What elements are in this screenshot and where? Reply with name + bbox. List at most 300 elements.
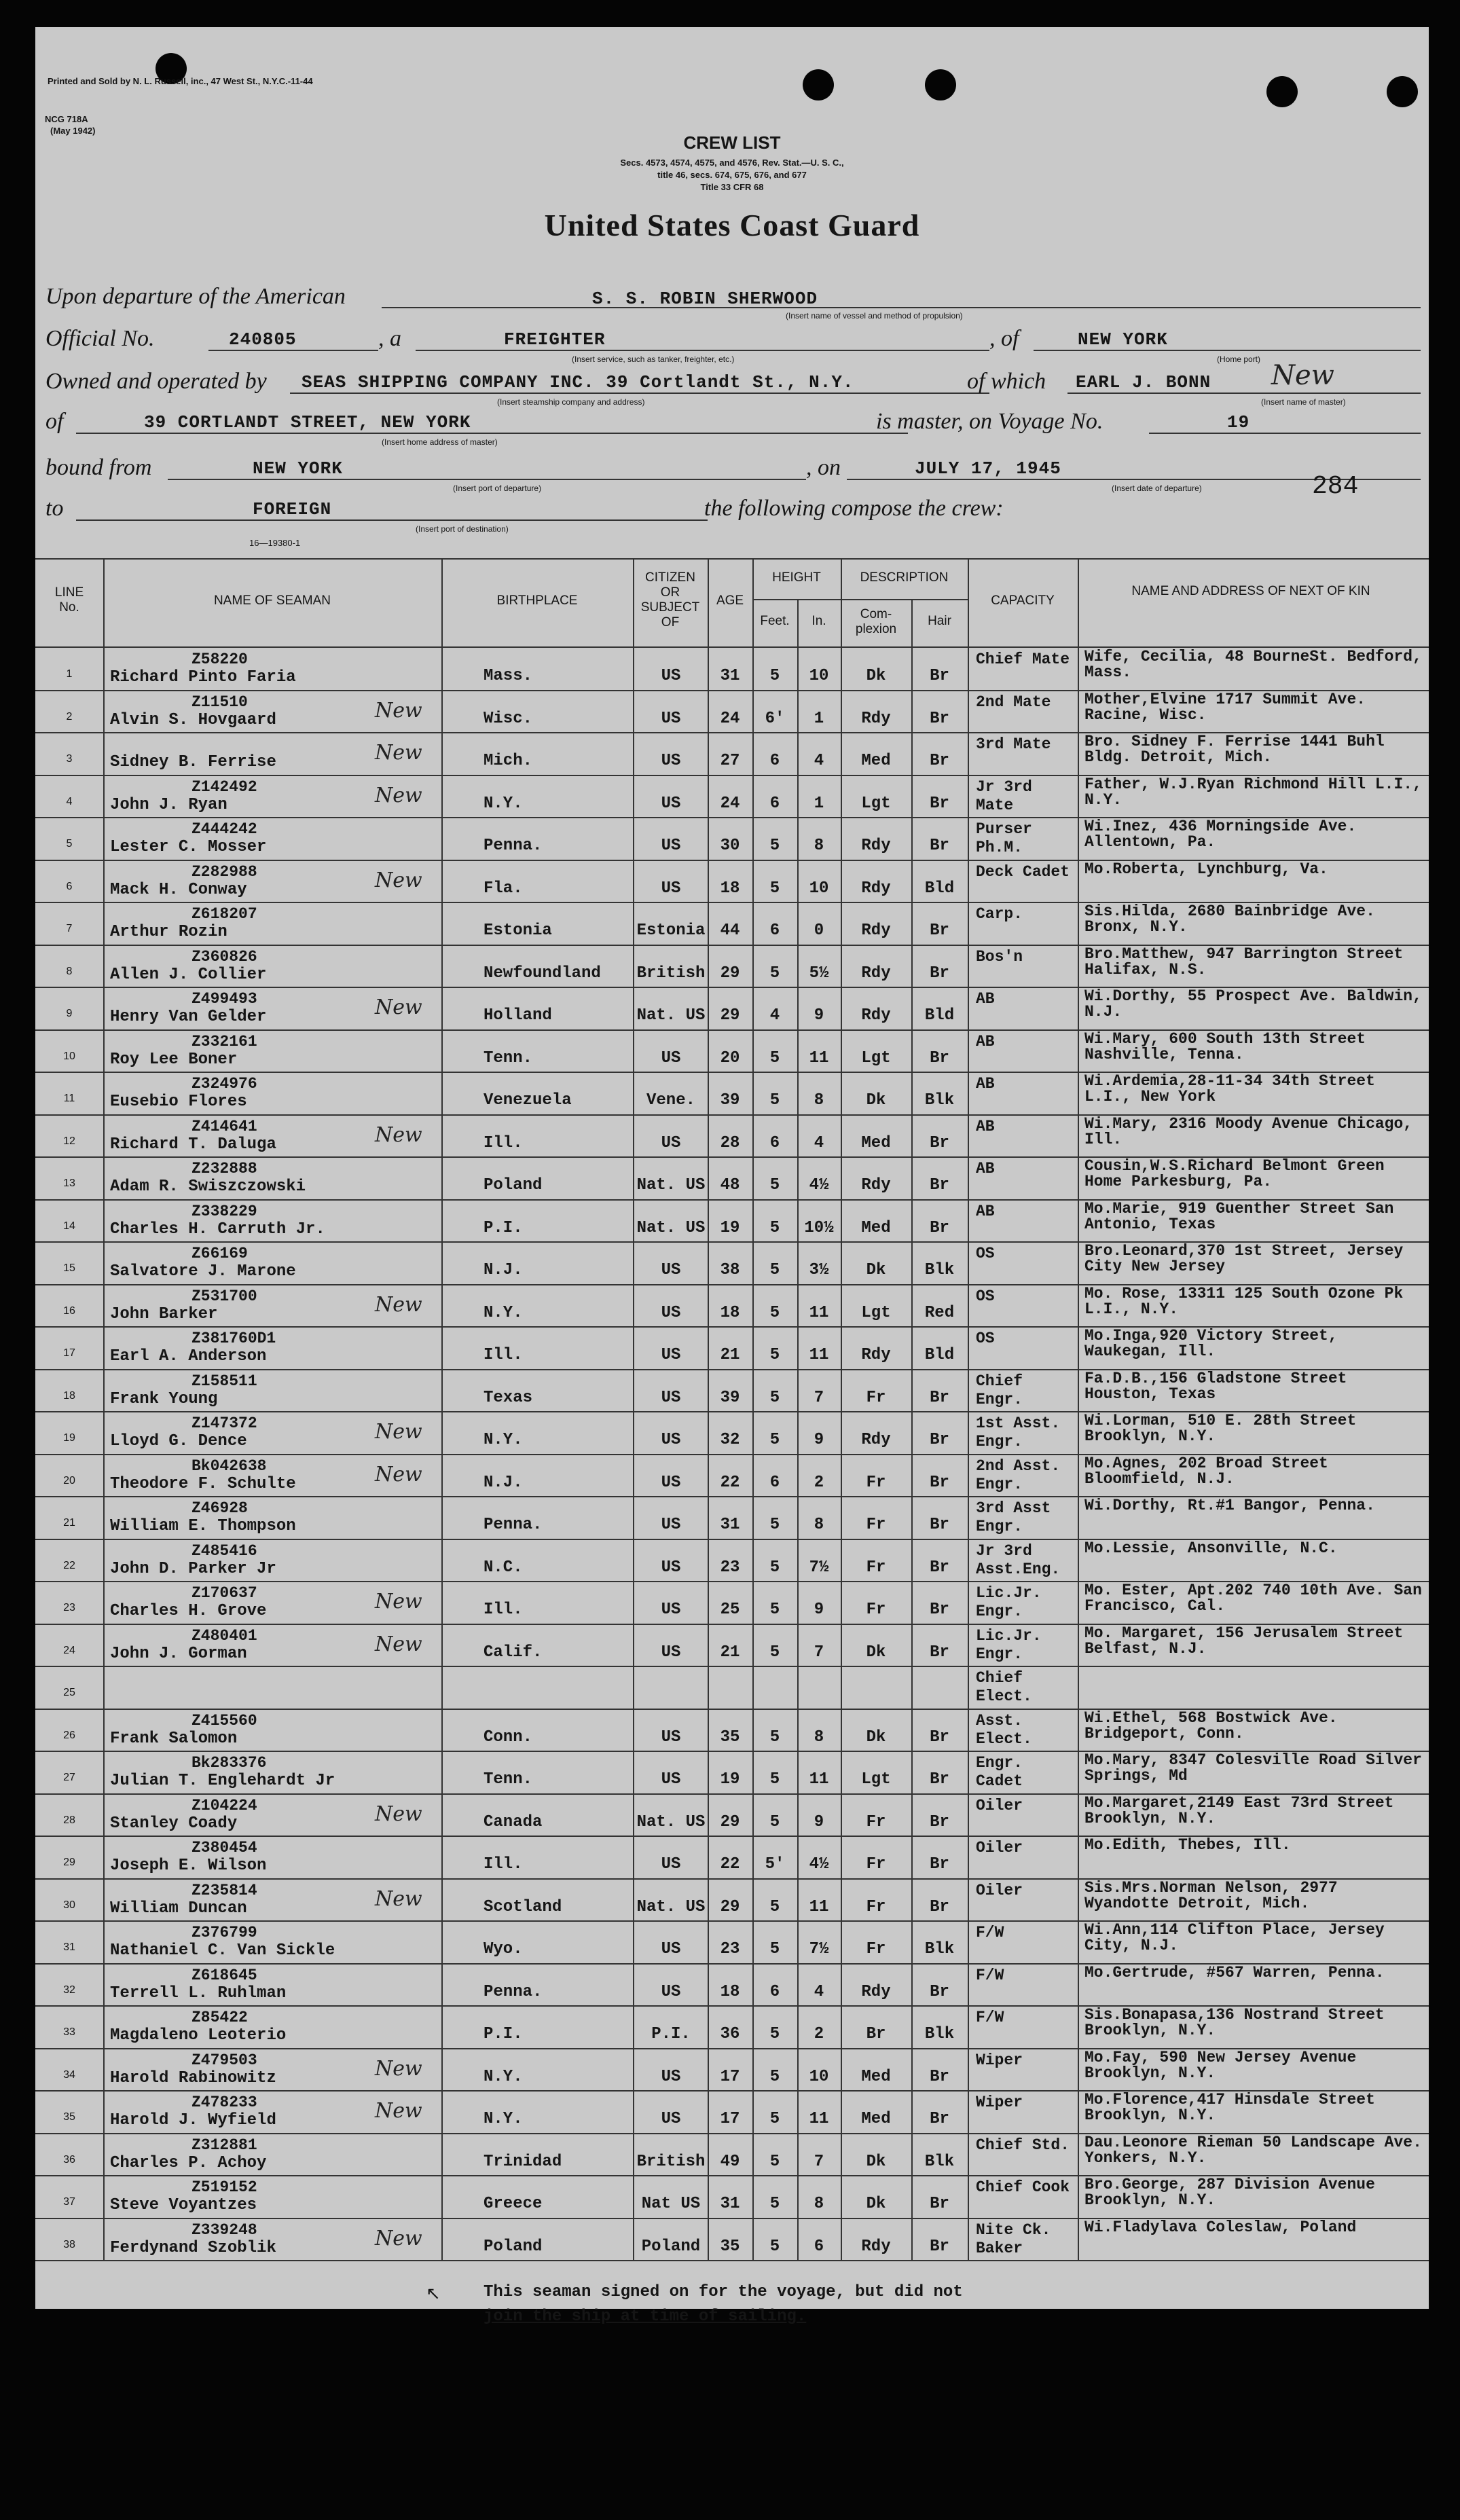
line-number: 27 — [63, 1772, 75, 1783]
cell-capacity: Wiper — [976, 2094, 1023, 2111]
departure-port-hint: (Insert port of departure) — [453, 483, 542, 493]
cell-capacity: F/W — [976, 1924, 1004, 1941]
cell-in: 9 — [814, 1431, 824, 1449]
cell-ft: 5 — [769, 1048, 780, 1067]
table-row — [35, 2218, 1429, 2261]
cell-birthplace: Mass. — [483, 667, 533, 685]
cell-age: 29 — [720, 964, 740, 983]
cell-ft: 6' — [765, 709, 785, 728]
owner-value: SEAS SHIPPING COMPANY INC. 39 Cortlandt St., N.Y. — [302, 372, 854, 392]
table-row — [35, 775, 1429, 818]
header-inches: In. — [811, 614, 826, 628]
cell-cert: Z519152 — [191, 2178, 257, 2196]
cell-birthplace: Tenn. — [483, 1048, 533, 1067]
cell-comp: Dk — [866, 2152, 886, 2171]
handwritten-mark: New — [375, 1122, 422, 1147]
cell-kin: Sis.Mrs.Norman Nelson, 2977 Wyandotte Detroit, Mich. — [1084, 1878, 1338, 1912]
cell-kin: Cousin,W.S.Richard Belmont Green Home Parkesburg, Pa. — [1084, 1157, 1385, 1190]
header-citizen: CITIZEN OR SUBJECT OF — [640, 570, 700, 629]
cell-in: 4 — [814, 1982, 824, 2001]
home-port-underline — [1034, 350, 1421, 351]
cell-name: Frank Salomon — [110, 1729, 238, 1748]
cell-capacity: Oiler — [976, 1796, 1023, 1814]
line-number: 1 — [66, 668, 73, 680]
table-row — [35, 1455, 1429, 1497]
cell-capacity: Oiler — [976, 1839, 1023, 1857]
cell-name: Magdaleno Leoterio — [110, 2026, 287, 2045]
cell-kin: Sis.Hilda, 2680 Bainbridge Ave. Bronx, N.Y. — [1084, 902, 1375, 936]
cell-kin: Mo.Fay, 590 New Jersey Avenue Brooklyn, N.Y. — [1084, 2048, 1357, 2082]
cell-hair: Br — [930, 2195, 949, 2213]
cell-comp: Rdy — [861, 709, 891, 728]
line-number: 12 — [63, 1135, 75, 1147]
cell-cert: Z380454 — [191, 1839, 257, 1857]
cell-kin: Bro. Sidney F. Ferrise 1441 Buhl Bldg. Detroit, Mich. — [1084, 733, 1385, 766]
header-line-no: LINE No. — [54, 585, 84, 615]
table-row — [35, 691, 1429, 733]
cell-name: John J. Gorman — [110, 1644, 247, 1663]
cell-birthplace: N.Y. — [483, 1431, 523, 1449]
header-complexion: Com-plexion — [855, 607, 897, 636]
cell-birthplace: Tenn. — [483, 1770, 533, 1789]
official-value: 240805 — [229, 329, 297, 350]
line-number: 23 — [63, 1602, 75, 1613]
service-underline — [416, 350, 989, 351]
cell-kin: Father, W.J.Ryan Richmond Hill L.I., N.Y. — [1084, 775, 1422, 809]
cell-hair: Br — [930, 2110, 949, 2128]
cell-comp: Rdy — [861, 879, 891, 898]
cell-kin: Mo.Marie, 919 Guenther Street San Antonio, Texas — [1084, 1199, 1394, 1233]
cell-citizen: US — [661, 1643, 681, 1662]
cell-capacity: Chief Mate — [976, 651, 1070, 668]
cell-in: 7½ — [809, 1558, 829, 1577]
cell-hair: Br — [930, 921, 949, 940]
cell-birthplace: Greece — [483, 2195, 543, 2213]
cell-hair: Br — [930, 794, 949, 813]
cell-ft: 5 — [769, 667, 780, 685]
cell-ft: 5 — [769, 1897, 780, 1916]
cell-ft: 5 — [769, 1940, 780, 1958]
cell-citizen: US — [661, 1770, 681, 1789]
line-number: 13 — [63, 1177, 75, 1189]
cell-capacity: 1st Asst. Engr. — [976, 1414, 1061, 1450]
cell-in: 10½ — [804, 1218, 834, 1237]
cell-hair: Br — [930, 2237, 949, 2256]
cell-citizen: US — [661, 2110, 681, 2128]
cell-kin: Wi.Dorthy, Rt.#1 Bangor, Penna. — [1084, 1497, 1375, 1514]
cell-capacity: OS — [976, 1330, 995, 1347]
cell-citizen: Nat. US — [636, 1897, 706, 1916]
line-number: 32 — [63, 1984, 75, 1996]
cell-comp: Dk — [866, 1091, 886, 1110]
agency-name: United States Coast Guard — [544, 208, 920, 242]
cell-age: 29 — [720, 1006, 740, 1025]
cell-capacity: AB — [976, 1202, 995, 1220]
line-number: 37 — [63, 2196, 75, 2208]
cell-ft: 6 — [769, 1133, 780, 1152]
cell-capacity: Deck Cadet — [976, 862, 1070, 881]
cell-kin: Wi.Fladylava Coleslaw, Poland — [1084, 2218, 1357, 2236]
cell-citizen: British — [636, 964, 706, 983]
table-row — [35, 2176, 1429, 2218]
cell-name: Adam R. Swiszczowski — [110, 1177, 306, 1196]
cell-cert: Bk283376 — [191, 1754, 267, 1772]
table-top-border — [35, 558, 1429, 560]
cell-cert: Z478233 — [191, 2094, 257, 2111]
cell-cert: Z282988 — [191, 862, 257, 881]
cell-capacity: Purser Ph.M. — [976, 820, 1032, 856]
cell-birthplace: Ill. — [483, 1601, 523, 1619]
cell-ft: 5 — [769, 2025, 780, 2043]
handwritten-mark: New — [375, 2099, 422, 2123]
cell-cert: Z147372 — [191, 1414, 257, 1432]
cell-hair: Bld — [924, 879, 955, 898]
cell-name: John J. Ryan — [110, 795, 227, 814]
cell-citizen: US — [661, 1303, 681, 1322]
cell-name: Roy Lee Boner — [110, 1050, 238, 1069]
cell-age: 21 — [720, 1643, 740, 1662]
cell-birthplace: Penna. — [483, 1516, 543, 1534]
handwritten-mark: New — [375, 1590, 422, 1613]
cell-in: 7 — [814, 1388, 824, 1407]
cell-hair: Br — [930, 1812, 949, 1831]
cell-ft: 5 — [769, 1643, 780, 1662]
cell-kin — [1084, 1668, 1424, 1709]
home-port-hint: (Home port) — [1217, 354, 1261, 364]
cell-comp: Dk — [866, 1728, 886, 1747]
cell-age: 39 — [720, 1388, 740, 1407]
table-row — [35, 1497, 1429, 1539]
cell-ft: 5 — [769, 1558, 780, 1577]
line-number: 25 — [63, 1687, 75, 1698]
service-value: FREIGHTER — [504, 329, 606, 350]
cell-kin: Bro.Matthew, 947 Barrington Street Halifax, N.S. — [1084, 945, 1404, 979]
cell-birthplace: Holland — [483, 1006, 552, 1025]
cell-birthplace: Ill. — [483, 1133, 523, 1152]
cell-name: Sidney B. Ferrise — [110, 753, 276, 771]
cell-comp: Rdy — [861, 1176, 891, 1194]
cell-name: Mack H. Conway — [110, 880, 247, 899]
crew-table — [35, 558, 1429, 2267]
header-feet: Feet. — [760, 614, 790, 628]
cell-ft: 5 — [769, 1516, 780, 1534]
cell-citizen: US — [661, 1048, 681, 1067]
cell-cert: Z485416 — [191, 1541, 257, 1560]
cell-citizen: US — [661, 1516, 681, 1534]
handwritten-mark: New — [375, 1462, 422, 1486]
cell-birthplace: Trinidad — [483, 2152, 562, 2171]
cell-comp: Dk — [866, 2195, 886, 2213]
cell-cert: Z58220 — [191, 651, 248, 668]
cell-name: Salvatore J. Marone — [110, 1262, 296, 1281]
line-number: 21 — [63, 1517, 75, 1529]
cell-hair: Br — [930, 2067, 949, 2086]
cell-kin: Bro.Leonard,370 1st Street, Jersey City New Jersey — [1084, 1242, 1404, 1275]
cell-birthplace: Penna. — [483, 837, 543, 855]
cell-comp: Rdy — [861, 1346, 891, 1364]
cell-cert: Z312881 — [191, 2136, 257, 2154]
cell-kin: Wife, Cecilia, 48 BourneSt. Bedford, Mass. — [1084, 648, 1422, 681]
cell-cert: Z232888 — [191, 1160, 257, 1177]
form-code: NCG 718A — [45, 114, 88, 124]
cell-in: 4½ — [809, 1855, 829, 1874]
cell-hair: Bld — [924, 1006, 955, 1025]
cell-kin: Mo.Inga,920 Victory Street, Waukegan, Ill. — [1084, 1327, 1338, 1360]
cell-cert: Z415560 — [191, 1711, 257, 1730]
cell-name: John Barker — [110, 1304, 218, 1323]
of-label: , of — [989, 326, 1019, 351]
footnote-arrow-icon: ↖ — [426, 2284, 441, 2303]
cell-name: Richard T. Daluga — [110, 1135, 276, 1154]
master-address-hint: (Insert home address of master) — [382, 437, 498, 447]
cell-citizen: P.I. — [651, 2025, 691, 2043]
cell-in: 4 — [814, 1133, 824, 1152]
cell-kin: Wi.Ardemia,28-11-34 34th Street L.I., New York — [1084, 1072, 1375, 1106]
cell-ft: 5 — [769, 1388, 780, 1407]
cell-comp: Fr — [866, 1516, 886, 1534]
cell-name: John D. Parker Jr — [110, 1559, 276, 1578]
master-handwritten-mark: New — [1271, 360, 1334, 391]
cell-capacity: Chief Elect. — [976, 1669, 1032, 1705]
line-number: 7 — [66, 923, 73, 934]
line-number: 15 — [63, 1262, 75, 1274]
cell-hair: Br — [930, 1855, 949, 1874]
cell-capacity: AB — [976, 1160, 995, 1177]
cell-capacity: Chief Cook — [976, 2178, 1070, 2196]
cell-citizen: US — [661, 1261, 681, 1279]
cell-kin: Mo.Mary, 8347 Colesville Road Silver Springs, Md — [1084, 1751, 1422, 1785]
cell-age: 19 — [720, 1770, 740, 1789]
destination-value: FOREIGN — [253, 499, 332, 519]
cell-birthplace: N.Y. — [483, 2067, 523, 2086]
cell-cert: Z324976 — [191, 1075, 257, 1093]
cell-age: 28 — [720, 1133, 740, 1152]
cell-in: 0 — [814, 921, 824, 940]
table-row — [35, 1285, 1429, 1328]
cell-hair: Blk — [924, 2152, 955, 2171]
cell-cert: Z104224 — [191, 1796, 257, 1814]
on-label: , on — [806, 455, 841, 480]
of-which-label: of which — [967, 369, 1046, 394]
cell-cert: Bk042638 — [191, 1457, 267, 1475]
cell-ft: 5' — [765, 1855, 785, 1874]
cell-kin: Mo.Lessie, Ansonville, N.C. — [1084, 1539, 1338, 1557]
cell-capacity: 3rd Asst Engr. — [976, 1499, 1051, 1535]
line-number: 28 — [63, 1814, 75, 1826]
cell-comp: Dk — [866, 1643, 886, 1662]
line-number: 10 — [63, 1050, 75, 1062]
cell-cert: Z376799 — [191, 1924, 257, 1941]
cell-hair: Br — [930, 667, 949, 685]
cell-capacity: AB — [976, 1075, 995, 1093]
date-value: JULY 17, 1945 — [915, 458, 1061, 479]
cell-cert: Z618645 — [191, 1966, 257, 1984]
cell-name: Charles P. Achoy — [110, 2153, 267, 2172]
cell-capacity: OS — [976, 1287, 995, 1305]
cell-age: 30 — [720, 837, 740, 855]
footnote-line-2: join the ship at time of sailing. — [483, 2307, 807, 2326]
line-number: 5 — [66, 838, 73, 850]
cell-comp: Med — [861, 752, 891, 770]
table-row — [35, 648, 1429, 691]
cell-age: 44 — [720, 921, 740, 940]
table-row — [35, 1327, 1429, 1370]
cell-hair: Br — [930, 1431, 949, 1449]
cell-hair: Blk — [924, 1261, 955, 1279]
cell-birthplace: Scotland — [483, 1897, 562, 1916]
cell-ft: 5 — [769, 837, 780, 855]
cell-cert: Z170637 — [191, 1584, 257, 1602]
cell-cert: Z158511 — [191, 1372, 257, 1390]
cell-hair: Br — [930, 1558, 949, 1577]
header-capacity: CAPACITY — [991, 594, 1055, 608]
cell-in: 8 — [814, 837, 824, 855]
cell-birthplace: Mich. — [483, 752, 533, 770]
cell-cert: Z332161 — [191, 1032, 257, 1051]
cell-age: 48 — [720, 1176, 740, 1194]
line-number: 30 — [63, 1899, 75, 1911]
bound-label: bound from — [45, 455, 152, 480]
cell-capacity: 2nd Asst. Engr. — [976, 1457, 1061, 1493]
cell-ft: 6 — [769, 752, 780, 770]
table-row — [35, 2049, 1429, 2092]
cell-hair: Red — [924, 1303, 955, 1322]
punch-hole — [1387, 76, 1418, 107]
cell-age: 23 — [720, 1940, 740, 1958]
line-number: 18 — [63, 1389, 75, 1402]
cell-birthplace: Calif. — [483, 1643, 543, 1662]
table-row — [35, 1879, 1429, 1922]
cell-name: Julian T. Englehardt Jr — [110, 1772, 335, 1790]
cell-hair: Br — [930, 1728, 949, 1747]
cell-cert: Z480401 — [191, 1626, 257, 1645]
cell-citizen: Nat. US — [636, 1812, 706, 1831]
cell-hair: Br — [930, 1218, 949, 1237]
cell-comp: Lgt — [861, 1303, 891, 1322]
table-row — [35, 1115, 1429, 1158]
punch-hole — [803, 69, 834, 101]
cell-ft: 6 — [769, 1982, 780, 2001]
cell-hair: Br — [930, 1176, 949, 1194]
line-number: 17 — [63, 1347, 75, 1359]
line-number: 2 — [66, 710, 73, 723]
cell-kin: Wi.Ethel, 568 Bostwick Ave. Bridgeport, Conn. — [1084, 1709, 1338, 1742]
table-row — [35, 987, 1429, 1030]
cell-citizen: Nat. US — [636, 1218, 706, 1237]
crew-list-form — [35, 27, 1429, 2326]
cell-name: Allen J. Collier — [110, 965, 267, 984]
cell-comp: Rdy — [861, 964, 891, 983]
cell-age: 22 — [720, 1855, 740, 1874]
cell-ft: 5 — [769, 1812, 780, 1831]
cell-birthplace: N.J. — [483, 1473, 523, 1492]
master-hint: (Insert name of master) — [1261, 397, 1346, 407]
line-number: 8 — [66, 965, 73, 977]
cell-cert: Z531700 — [191, 1287, 257, 1305]
official-underline — [208, 350, 378, 351]
cell-citizen: British — [636, 2152, 706, 2171]
table-row — [35, 1412, 1429, 1455]
cell-hair: Bld — [924, 1346, 955, 1364]
cell-citizen: US — [661, 1558, 681, 1577]
handwritten-mark: New — [375, 698, 422, 723]
cell-hair: Br — [930, 837, 949, 855]
cell-in: 5½ — [809, 964, 829, 983]
service-hint: (Insert service, such as tanker, freighter, etc.) — [572, 354, 735, 364]
line-number: 11 — [63, 1093, 75, 1104]
cell-capacity: Jr 3rd Asst.Eng. — [976, 1541, 1061, 1578]
master-underline — [1067, 392, 1421, 394]
line-number: 34 — [63, 2068, 75, 2081]
cell-birthplace: Venezuela — [483, 1091, 572, 1110]
cell-ft: 5 — [769, 1218, 780, 1237]
cell-name: Joseph E. Wilson — [110, 1857, 267, 1875]
row-divider — [35, 2260, 1429, 2261]
cell-name: Lester C. Mosser — [110, 838, 267, 856]
cell-kin: Mo.Agnes, 202 Broad Street Bloomfield, N.J. — [1084, 1454, 1328, 1488]
height-subheader-line — [752, 599, 841, 600]
cell-birthplace: Conn. — [483, 1728, 533, 1747]
statute-line-1: Secs. 4573, 4574, 4575, and 4576, Rev. Stat.—U. S. C., — [620, 158, 844, 168]
cell-in: 2 — [814, 2025, 824, 2043]
cell-birthplace: P.I. — [483, 1218, 523, 1237]
cell-birthplace: P.I. — [483, 2025, 523, 2043]
handwritten-mark: New — [375, 2056, 422, 2081]
compose-label: the following compose the crew: — [704, 496, 1004, 521]
cell-citizen: US — [661, 837, 681, 855]
table-row — [35, 1072, 1429, 1115]
cell-in: 11 — [809, 1897, 829, 1916]
cell-citizen: US — [661, 1388, 681, 1407]
cell-kin: Bro.George, 287 Division Avenue Brooklyn, N.Y. — [1084, 2176, 1375, 2209]
header-next-of-kin: NAME AND ADDRESS OF NEXT OF KIN — [1131, 584, 1370, 598]
cell-citizen: Estonia — [636, 921, 706, 940]
cell-name: Stanley Coady — [110, 1814, 238, 1833]
master-address-underline — [76, 433, 908, 434]
cell-age: 20 — [720, 1048, 740, 1067]
cell-comp: Fr — [866, 1388, 886, 1407]
cell-capacity: 2nd Mate — [976, 693, 1051, 711]
cell-cert: Z339248 — [191, 2221, 257, 2239]
cell-cert: Z338229 — [191, 1202, 257, 1220]
to-label: to — [45, 496, 64, 521]
cell-age: 23 — [720, 1558, 740, 1577]
cell-citizen: US — [661, 1431, 681, 1449]
cell-hair: Blk — [924, 1940, 955, 1958]
cell-hair: Blk — [924, 1091, 955, 1110]
cell-name: Earl A. Anderson — [110, 1347, 267, 1366]
page-number: 284 — [1312, 472, 1359, 501]
cell-in: 10 — [809, 667, 829, 685]
handwritten-mark: New — [375, 1886, 422, 1911]
cell-ft: 5 — [769, 2110, 780, 2128]
cell-age: 31 — [720, 2195, 740, 2213]
cell-hair: Br — [930, 1770, 949, 1789]
handwritten-mark: New — [375, 1632, 422, 1656]
cell-kin: Fa.D.B.,156 Gladstone Street Houston, Texas — [1084, 1369, 1347, 1403]
cell-cert: Z85422 — [191, 2009, 248, 2026]
header-age: AGE — [716, 594, 744, 608]
handwritten-mark: New — [375, 1292, 422, 1317]
cell-comp: Rdy — [861, 1982, 891, 2001]
header-description: DESCRIPTION — [860, 570, 949, 585]
cell-age: 21 — [720, 1346, 740, 1364]
cell-name: Frank Young — [110, 1389, 218, 1408]
cell-ft: 5 — [769, 2195, 780, 2213]
cell-kin: Mo. Ester, Apt.202 740 10th Ave. San Francisco, Cal. — [1084, 1582, 1422, 1615]
cell-in: 9 — [814, 1601, 824, 1619]
cell-hair: Br — [930, 1643, 949, 1662]
